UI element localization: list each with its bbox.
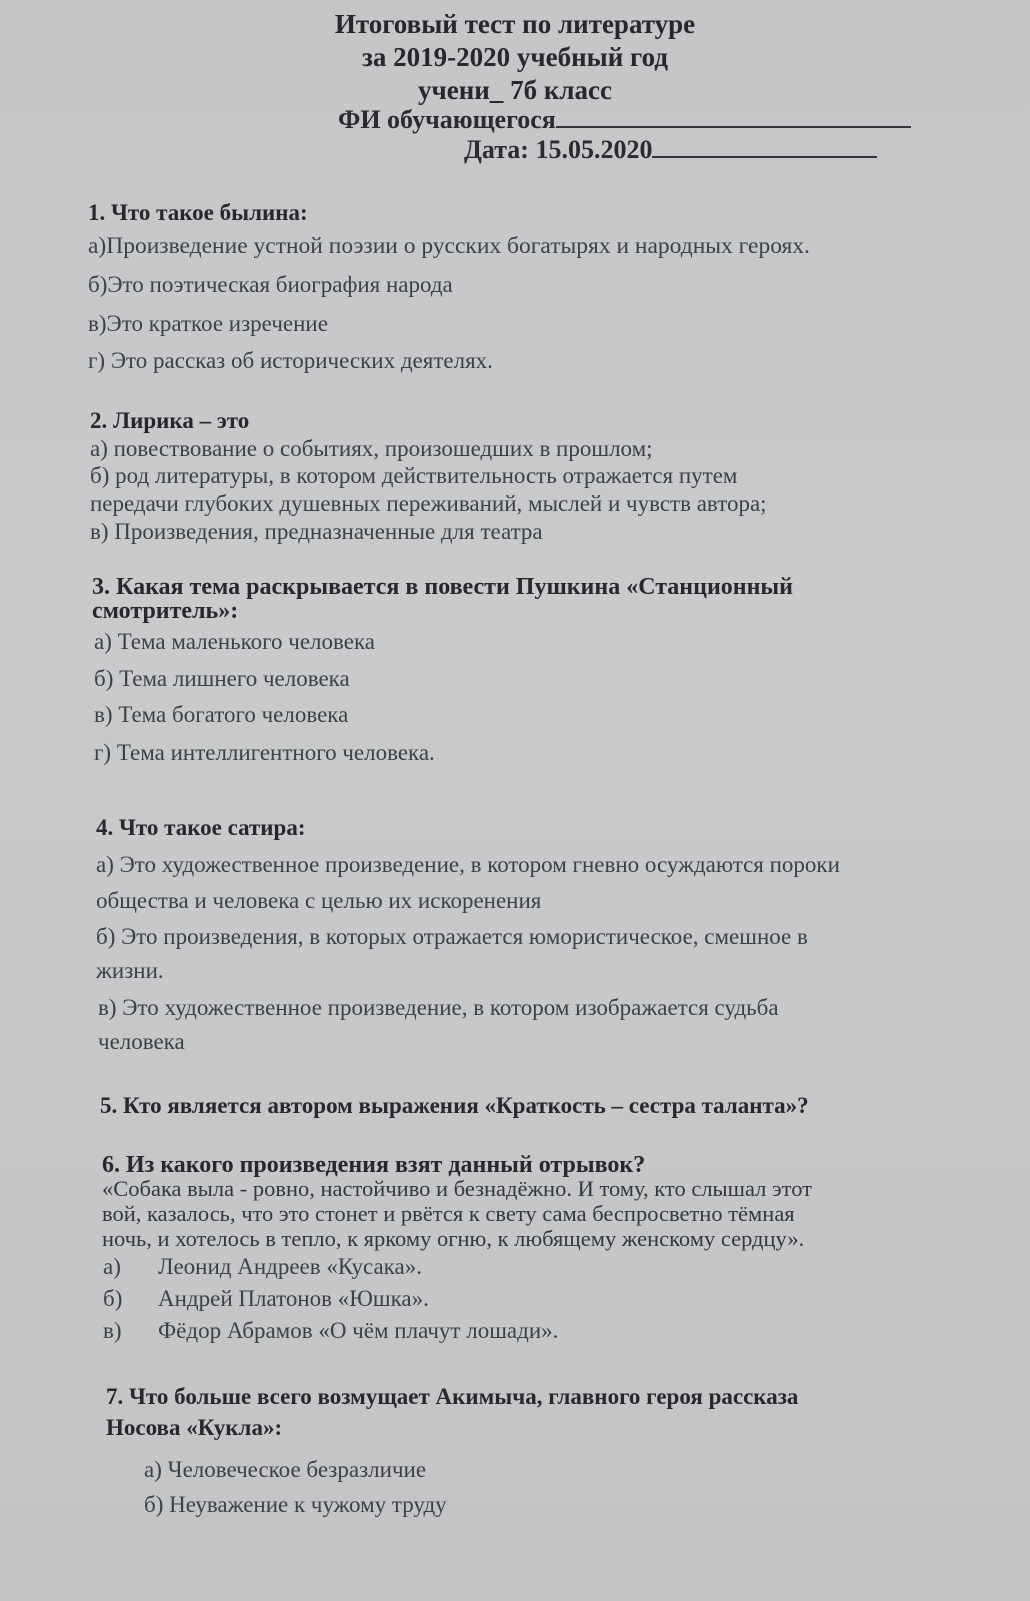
answer-option: б) Это произведения, в которых отражается юмористическое, смешное в — [96, 924, 808, 949]
answer-option: в)Это краткое изречение — [88, 311, 328, 336]
question-title: 6. Из какого произведения взят данный отрывок? — [102, 1152, 646, 1178]
answer-option: Леонид Андреев «Кусака». — [158, 1254, 422, 1279]
answer-option: Андрей Платонов «Юшка». — [158, 1286, 429, 1311]
answer-letter: а) — [103, 1254, 121, 1279]
document-header — [0, 8, 1030, 107]
date-line — [464, 134, 877, 165]
answer-option: в) Это художественное произведение, в котором изображается судьба — [98, 995, 779, 1020]
header-year: за 2019-2020 учебный год — [362, 42, 668, 72]
date-label: Дата: 15.05.2020 — [464, 135, 653, 164]
question-title-continued: смотритель»: — [92, 598, 239, 624]
quote-line: вой, казалось, что это стонет и рвётся к свету сама беспросветно тёмная — [102, 1201, 795, 1226]
answer-option: б)Это поэтическая биография народа — [88, 272, 453, 297]
question-title: 4. Что такое сатира: — [96, 815, 306, 840]
answer-option: а)Произведение устной поэзии о русских богатырях и народных героях. — [88, 233, 810, 259]
header-title: Итоговый тест по литературе — [334, 9, 696, 39]
answer-option: г) Тема интеллигентного человека. — [94, 740, 435, 765]
question-title: 7. Что больше всего возмущает Акимыча, главного героя рассказа — [106, 1384, 799, 1409]
student-name-line — [338, 104, 911, 135]
student-name-label: ФИ обучающегося — [338, 105, 556, 134]
answer-option: а) Это художественное произведение, в котором гневно осуждаются пороки — [96, 852, 840, 877]
answer-option: Фёдор Абрамов «О чём плачут лошади». — [158, 1318, 559, 1343]
answer-option-continued: жизни. — [96, 958, 164, 983]
answer-option-continued: общества и человека с целью их искоренения — [96, 888, 542, 913]
quote-line: «Собака выла - ровно, настойчиво и безнадёжно. И тому, кто слышал этот — [102, 1176, 813, 1201]
answer-option: а) повествование о событиях, произошедших в прошлом; — [90, 436, 653, 461]
answer-letter: б) — [103, 1286, 123, 1311]
answer-option: б) род литературы, в котором действительность отражается путем — [90, 463, 738, 488]
quote-line: ночь, и хотелось в тепло, к яркому огню, к любящему женскому сердцу». — [102, 1226, 805, 1251]
date-blank — [652, 134, 877, 158]
answer-option: а) Человеческое безразличие — [144, 1457, 427, 1482]
question-title: 2. Лирика – это — [90, 408, 250, 433]
answer-option: г) Это рассказ об исторических деятелях. — [88, 348, 493, 373]
header-class: учени_ 7б класс — [418, 75, 612, 105]
answer-option: в) Тема богатого человека — [94, 702, 349, 727]
answer-option: передачи глубоких душевных переживаний, мыслей и чувств автора; — [90, 491, 767, 516]
question-title: 5. Кто является автором выражения «Краткость – сестра таланта»? — [100, 1093, 809, 1118]
answer-option-continued: человека — [98, 1029, 185, 1054]
question-title-continued: Носова «Кукла»: — [106, 1415, 283, 1440]
answer-letter: в) — [103, 1318, 122, 1343]
answer-option: а) Тема маленького человека — [94, 629, 375, 654]
question-title: 3. Какая тема раскрывается в повести Пушкина «Станционный — [92, 574, 793, 600]
question-title: 1. Что такое былина: — [88, 200, 308, 225]
answer-option: в) Произведения, предназначенные для театра — [90, 519, 543, 544]
answer-option: б) Тема лишнего человека — [94, 666, 350, 691]
answer-option: б) Неуважение к чужому труду — [144, 1492, 447, 1517]
student-name-blank — [556, 104, 911, 128]
